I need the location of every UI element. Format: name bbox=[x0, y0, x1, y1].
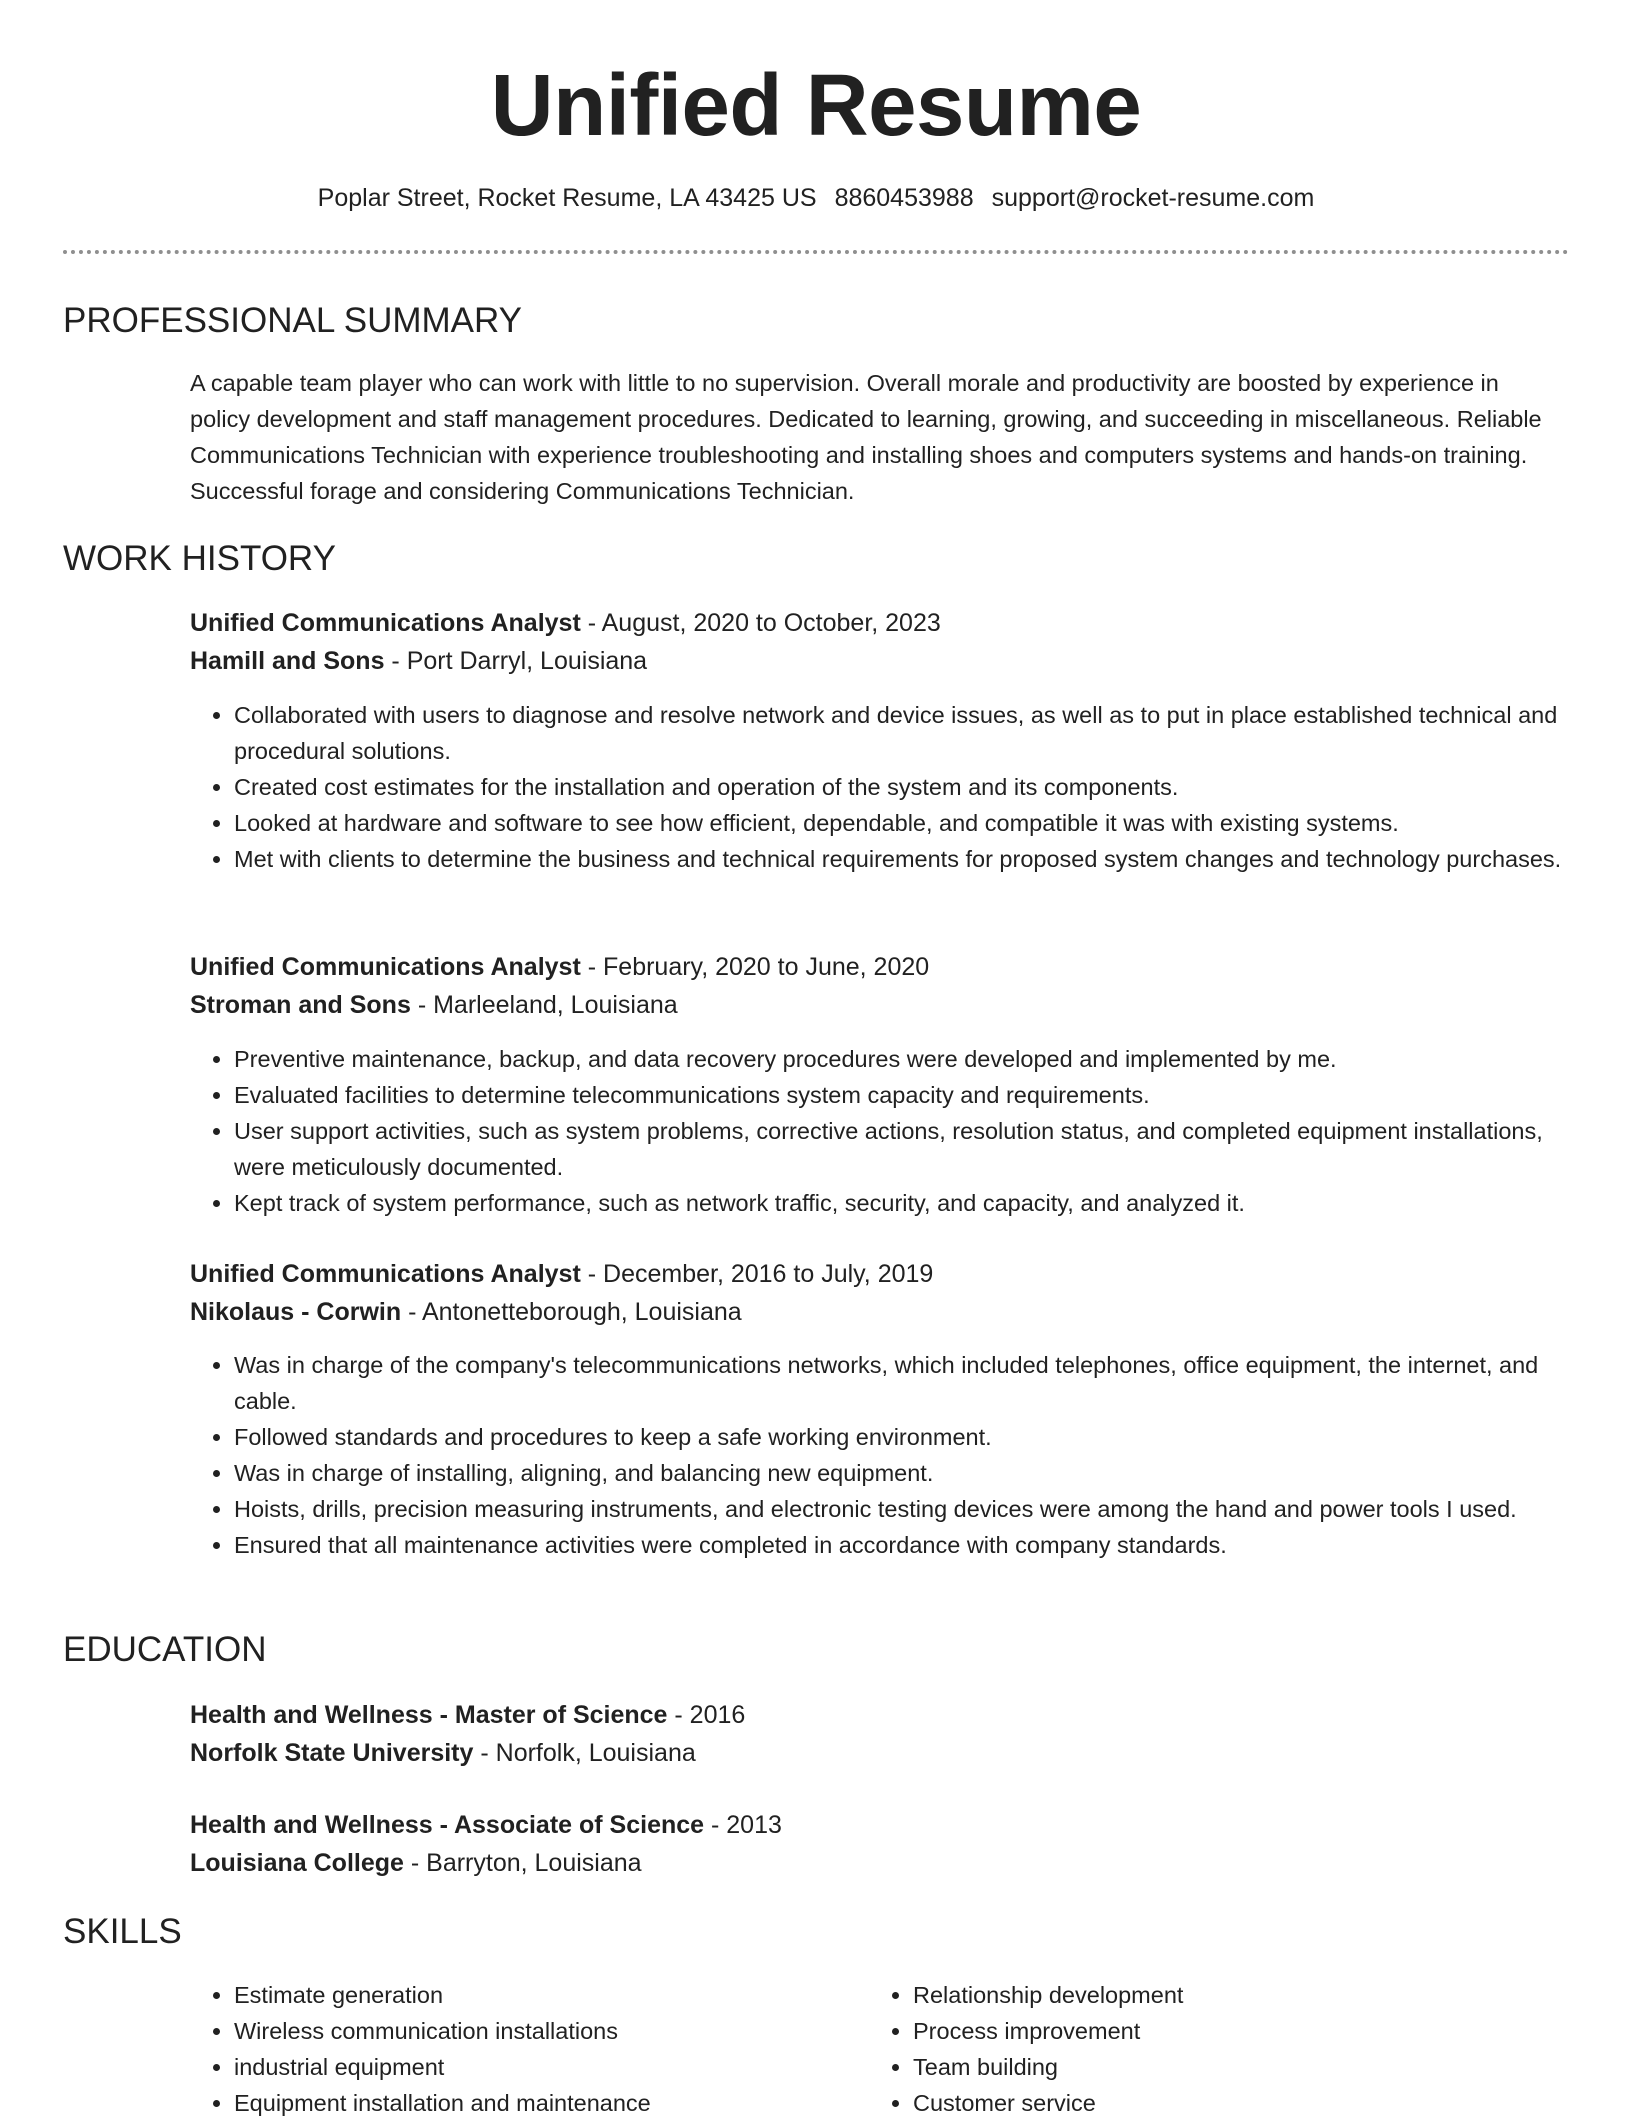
job-dates: - August, 2020 to October, 2023 bbox=[580, 609, 941, 637]
job-location: - Port Darryl, Louisiana bbox=[384, 647, 648, 675]
education-school: Norfolk State University bbox=[190, 1739, 474, 1767]
job-bullets bbox=[190, 697, 1599, 877]
job-company: Nikolaus - Corwin bbox=[190, 1298, 402, 1326]
job-bullet: • Collaborated with users to diagnose and resolve network and device issues, as well as to put in place established technical and procedural solutions. bbox=[234, 697, 1599, 769]
job-bullet: • Kept track of system performance, such as network traffic, security, and capacity, and analyzed it. bbox=[234, 1185, 1599, 1221]
job-company-line bbox=[190, 986, 1560, 1024]
header-divider bbox=[63, 250, 1569, 254]
contact-line bbox=[0, 180, 1632, 216]
skill-item: • Relationship development bbox=[913, 1977, 1593, 2013]
skill-item: • Estimate generation bbox=[234, 1977, 854, 2013]
job-bullet: • Followed standards and procedures to keep a safe working environment. bbox=[234, 1419, 1599, 1455]
skills-list-left bbox=[190, 1977, 854, 2121]
job-bullet: • Evaluated facilities to determine telecommunications system capacity and requirements. bbox=[234, 1077, 1599, 1113]
job-company-line bbox=[190, 1293, 1560, 1331]
section-title-work: WORK HISTORY bbox=[63, 539, 336, 578]
job-bullet: • Created cost estimates for the installation and operation of the system and its components. bbox=[234, 769, 1599, 805]
education-location: - Barryton, Louisiana bbox=[403, 1849, 642, 1877]
job-bullet: • Met with clients to determine the business and technical requirements for proposed system changes and technology purchases. bbox=[234, 841, 1599, 877]
contact-email: support@rocket-resume.com bbox=[991, 184, 1315, 212]
education-school-line bbox=[190, 1734, 1560, 1772]
job-bullet: • Looked at hardware and software to see how efficient, dependable, and compatible it was with existing systems. bbox=[234, 805, 1599, 841]
job-location: - Antonetteborough, Louisiana bbox=[401, 1298, 742, 1326]
job-bullets bbox=[190, 1347, 1599, 1563]
job-role: Unified Communications Analyst bbox=[190, 953, 581, 981]
section-title-education: EDUCATION bbox=[63, 1630, 267, 1669]
job-title-line bbox=[190, 604, 1560, 642]
job-dates: - December, 2016 to July, 2019 bbox=[580, 1260, 934, 1288]
job-company: Stroman and Sons bbox=[190, 991, 411, 1019]
education-year: - 2016 bbox=[667, 1701, 746, 1729]
resume-name: Unified Resume bbox=[490, 57, 1142, 154]
skill-item: • Process improvement bbox=[913, 2013, 1593, 2049]
skill-item: • industrial equipment bbox=[234, 2049, 854, 2085]
education-degree: Health and Wellness - Master of Science bbox=[190, 1701, 668, 1729]
job-location: - Marleeland, Louisiana bbox=[410, 991, 678, 1019]
education-school: Louisiana College bbox=[190, 1849, 404, 1877]
job-bullet: • Preventive maintenance, backup, and data recovery procedures were developed and implemented by me. bbox=[234, 1041, 1599, 1077]
skill-item: • Customer service bbox=[913, 2085, 1593, 2121]
education-location: - Norfolk, Louisiana bbox=[473, 1739, 696, 1767]
education-year: - 2013 bbox=[704, 1811, 782, 1839]
job-bullet: • Was in charge of installing, aligning, and balancing new equipment. bbox=[234, 1455, 1599, 1491]
contact-phone: 8860453988 bbox=[834, 184, 974, 212]
job-bullets bbox=[190, 1041, 1599, 1221]
education-degree: Health and Wellness - Associate of Science bbox=[190, 1811, 705, 1839]
skill-item: • Wireless communication installations bbox=[234, 2013, 854, 2049]
skills-list-right bbox=[869, 1977, 1593, 2121]
contact-address: Poplar Street, Rocket Resume, LA 43425 US bbox=[317, 184, 817, 212]
education-degree-line bbox=[190, 1806, 1560, 1844]
education-degree-line bbox=[190, 1696, 1560, 1734]
job-company: Hamill and Sons bbox=[190, 647, 385, 675]
job-bullet: • Hoists, drills, precision measuring instruments, and electronic testing devices were among the hand and power tools I used. bbox=[234, 1491, 1599, 1527]
job-title-line bbox=[190, 1255, 1560, 1293]
job-bullet: • Ensured that all maintenance activities were completed in accordance with company standards. bbox=[234, 1527, 1599, 1563]
skill-item: • Team building bbox=[913, 2049, 1593, 2085]
section-title-skills: SKILLS bbox=[63, 1912, 182, 1951]
job-bullet: • Was in charge of the company's telecommunications networks, which included telephones, office equipment, the internet, and cable. bbox=[234, 1347, 1599, 1419]
skill-item: • Equipment installation and maintenance bbox=[234, 2085, 854, 2121]
job-role: Unified Communications Analyst bbox=[190, 1260, 581, 1288]
job-bullet: • User support activities, such as system problems, corrective actions, resolution status, and completed equipment installations, were meticulously documented. bbox=[234, 1113, 1599, 1185]
job-role: Unified Communications Analyst bbox=[190, 609, 581, 637]
job-company-line bbox=[190, 642, 1560, 680]
summary-text: A capable team player who can work with little to no supervision. Overall morale and productivity are boosted by experience in policy development and staff management procedures. Dedicated to learning, growing, and succeeding in miscellaneous. Reliable Communications Technician with experience troubleshooting and installing shoes and computers systems and hands-on training. Successful forage and considering Communications Technician. bbox=[190, 370, 1542, 504]
job-dates: - February, 2020 to June, 2020 bbox=[580, 953, 930, 981]
education-school-line bbox=[190, 1844, 1560, 1882]
job-title-line bbox=[190, 948, 1560, 986]
section-title-summary: PROFESSIONAL SUMMARY bbox=[63, 301, 522, 340]
